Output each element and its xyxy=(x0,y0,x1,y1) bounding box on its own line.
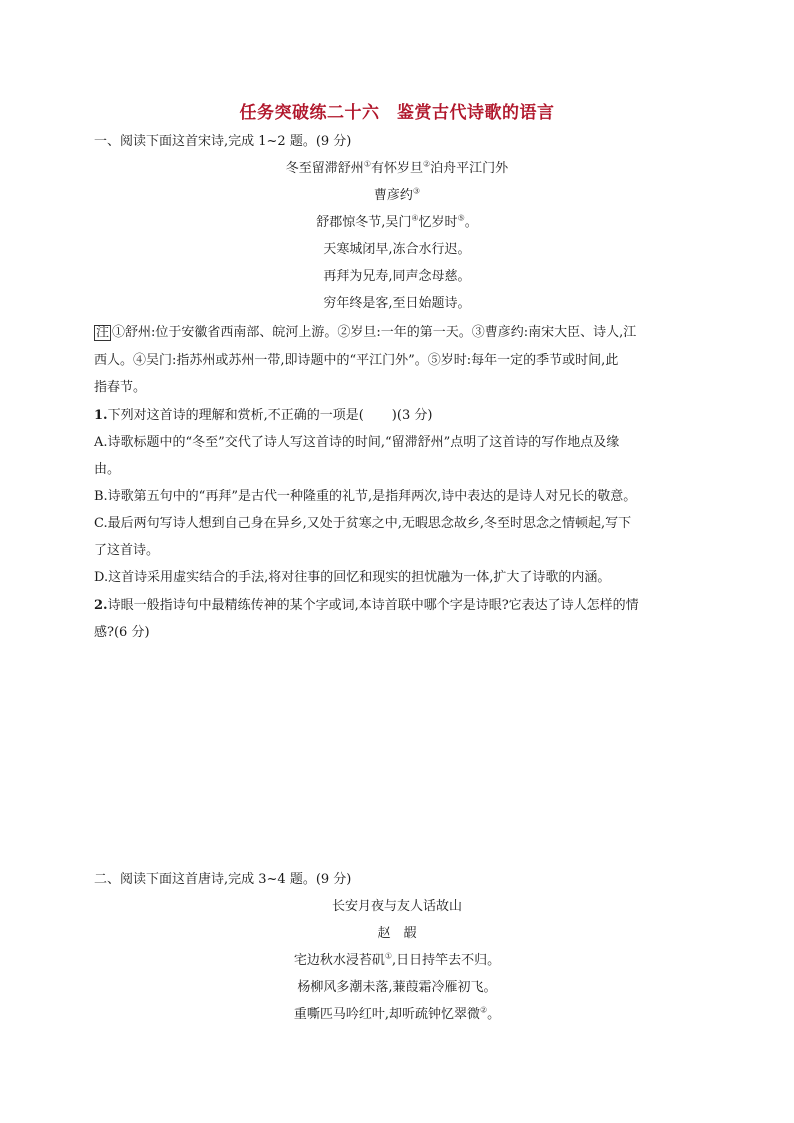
poem1-title xyxy=(0,161,794,177)
poem1-author-name: 曹彦约 xyxy=(373,188,413,203)
poem1-line-text: 舒郡惊冬节,吴门 xyxy=(316,215,412,230)
question-text: 下列对这首诗的理解和赏析,不正确的一项是( xyxy=(107,408,364,423)
question-1-stem xyxy=(94,408,704,424)
option-d: D.这首诗采用虚实结合的手法,将对往事的回忆和现实的担忧融为一体,扩大了诗歌的内涵。 xyxy=(94,570,611,585)
poem2-author: 赵 嘏 xyxy=(377,926,417,941)
footnote-marker: ② xyxy=(479,1005,488,1015)
poem1-line-text: 。 xyxy=(464,215,478,230)
option-a-cont: 由。 xyxy=(94,462,121,477)
page-title: 任务突破练二十六 鉴赏古代诗歌的语言 xyxy=(239,103,555,123)
footnote-marker: ⑤ xyxy=(457,213,465,223)
footnote-marker: ③ xyxy=(412,186,421,196)
poem2-line: 杨柳风多潮未落,蒹葭霜冷雁初飞。 xyxy=(297,980,497,995)
question-number: 1. xyxy=(94,408,108,423)
section1-heading: 一、阅读下面这首宋诗,完成 1~2 题。(9 分) xyxy=(94,134,352,149)
poem1-title-part: 冬至留滞舒州 xyxy=(285,161,364,176)
question-2-stem xyxy=(94,598,704,614)
section2-heading: 二、阅读下面这首唐诗,完成 3~4 题。(9 分) xyxy=(94,872,352,887)
footnote-marker: ① xyxy=(384,951,393,961)
footnote-marker: ① xyxy=(363,159,371,169)
option-b: B.诗歌第五句中的“再拜”是古代一种隆重的礼节,是指拜两次,诗中表达的是诗人对兄长的敬意。 xyxy=(94,489,637,504)
notes-line xyxy=(94,325,704,341)
poem1-line-text: 忆岁时 xyxy=(418,215,458,230)
poem2-line xyxy=(0,1007,794,1023)
footnote-marker: ④ xyxy=(411,213,419,223)
question-text: 诗眼一般指诗句中最精练传神的某个字或词,本诗首联中哪个字是诗眼?它表达了诗人怎样的情 xyxy=(107,598,639,613)
poem1-title-part: 泊舟平江门外 xyxy=(430,161,509,176)
poem2-line-text: ,日日持竿去不归。 xyxy=(392,953,501,968)
poem1-author xyxy=(0,188,794,204)
note-label: 注 xyxy=(96,325,110,340)
note-text: ①舒州:位于安徽省西南部、皖河上游。②岁旦:一年的第一天。③曹彦约:南宋大臣、诗人,江 xyxy=(112,325,637,340)
question-2-cont: 感?(6 分) xyxy=(94,625,150,640)
poem2-line-text: 。 xyxy=(487,1007,501,1022)
poem1-line xyxy=(0,215,794,231)
poem1-line: 穷年终是客,至日始题诗。 xyxy=(323,296,471,311)
question-text: )(3 分) xyxy=(391,408,433,423)
option-c-cont: 了这首诗。 xyxy=(94,543,160,558)
poem1-line: 天寒城闭早,冻合水行迟。 xyxy=(323,242,471,257)
poem2-title: 长安月夜与友人话故山 xyxy=(331,899,462,914)
poem1-line: 再拜为兄寿,同声念母慈。 xyxy=(323,269,471,284)
poem1-title-part: 有怀岁旦 xyxy=(370,161,423,176)
poem2-line-text: 宅边秋水浸苔矶 xyxy=(293,953,385,968)
footnote-marker: ② xyxy=(423,159,431,169)
question-number: 2. xyxy=(94,598,108,613)
notes-line: 西人。④吴门:指苏州或苏州一带,即诗题中的“平江门外”。⑤岁时:每年一定的季节或时间,此 xyxy=(94,353,619,368)
poem2-line-text: 重嘶匹马吟红叶,却听疏钟忆翠微 xyxy=(293,1007,480,1022)
option-a: A.诗歌标题中的“冬至”交代了诗人写这首诗的时间,“留滞舒州”点明了这首诗的写作地点及缘 xyxy=(94,435,620,450)
notes-line: 指春节。 xyxy=(94,380,147,395)
option-c: C.最后两句写诗人想到自己身在异乡,又处于贫寒之中,无暇思念故乡,冬至时思念之情顿起,写下 xyxy=(94,516,632,531)
poem2-line xyxy=(0,953,794,969)
